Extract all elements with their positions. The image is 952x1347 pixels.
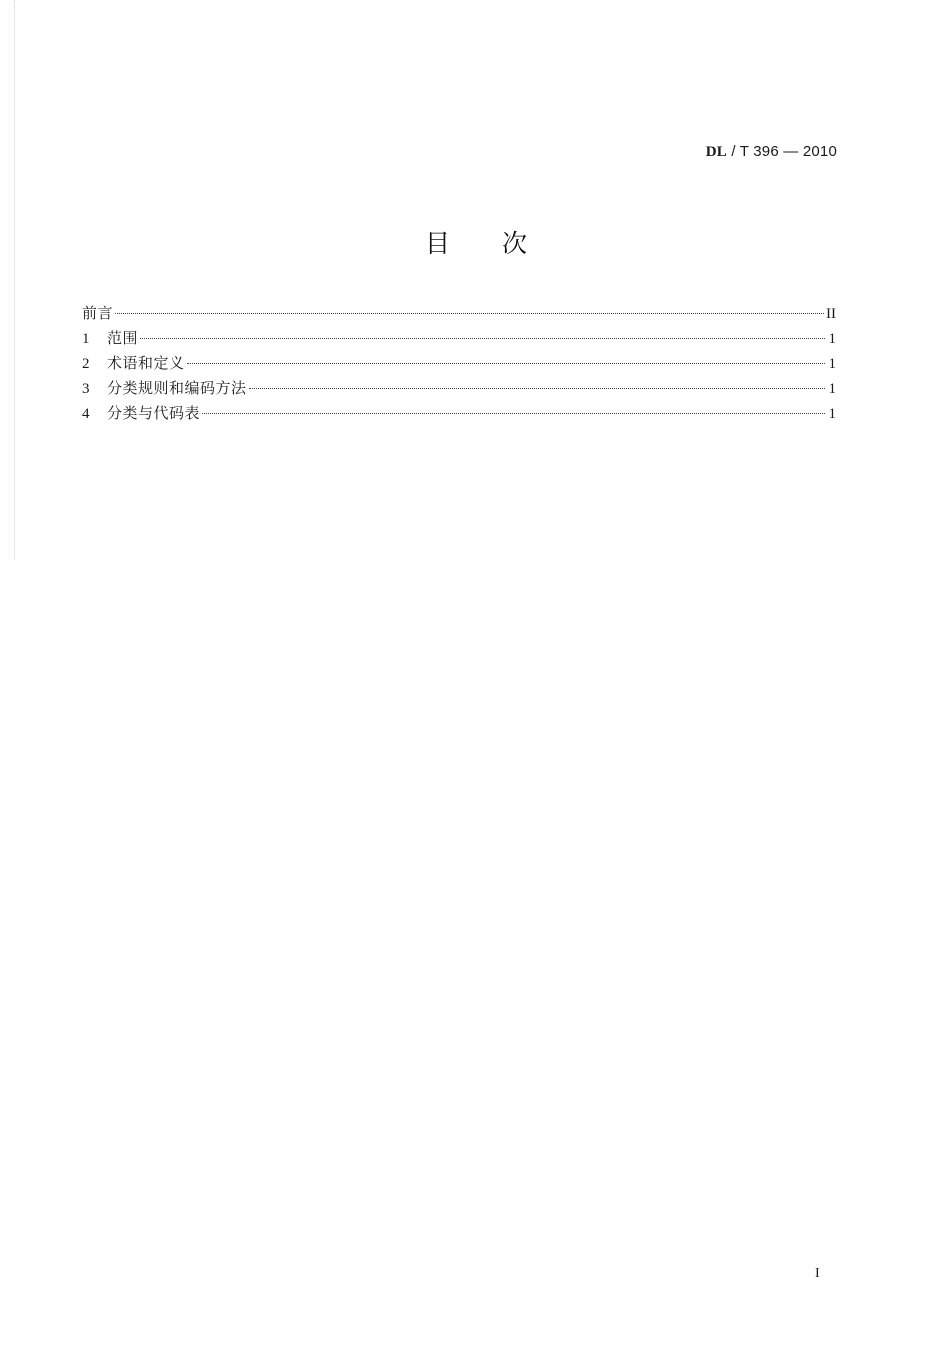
toc-entry-classification-rules[interactable]	[82, 376, 836, 401]
toc-entry-page: II	[826, 306, 836, 322]
toc-leader-dots	[115, 313, 824, 314]
toc-entry-number: 1	[82, 331, 90, 347]
toc-entry-number: 3	[82, 381, 90, 397]
toc-entry-number: 4	[82, 406, 90, 422]
standard-code-rest: / T 396 — 2010	[726, 143, 837, 160]
toc-entry-label: 前言	[82, 304, 114, 322]
toc-entry-number: 2	[82, 356, 90, 372]
toc-entry-scope[interactable]	[82, 326, 836, 351]
toc-entry-label: 范围	[107, 329, 139, 347]
toc-entry-foreword[interactable]	[82, 301, 836, 326]
toc-entry-label: 分类与代码表	[107, 404, 201, 422]
toc-leader-dots	[249, 388, 825, 389]
toc-entry-terms-definitions[interactable]	[82, 351, 836, 376]
toc-entry-label: 分类规则和编码方法	[107, 379, 247, 397]
toc-entry-label: 术语和定义	[107, 354, 185, 372]
toc-entry-page: 1	[828, 381, 836, 397]
toc-entry-page: 1	[828, 331, 836, 347]
toc-entry-page: 1	[828, 356, 836, 372]
table-of-contents	[82, 301, 836, 426]
toc-leader-dots	[140, 338, 825, 339]
scan-edge-artifact	[14, 0, 15, 560]
toc-leader-dots	[202, 413, 825, 414]
toc-leader-dots	[187, 363, 825, 364]
page-number: I	[815, 1266, 820, 1281]
page-title: 目次	[424, 229, 579, 258]
standard-code-prefix: DL	[705, 144, 727, 160]
toc-entry-code-table[interactable]	[82, 401, 836, 426]
standard-code	[706, 143, 837, 161]
toc-entry-page: 1	[828, 406, 836, 422]
